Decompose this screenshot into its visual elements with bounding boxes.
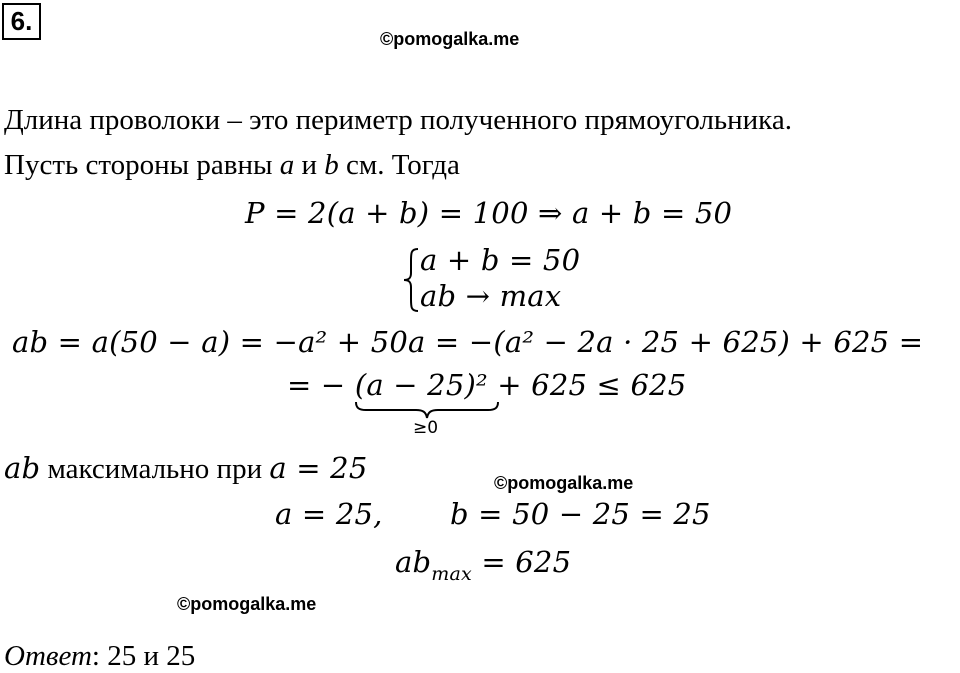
ab-max-equation	[395, 545, 571, 583]
answer-value: : 25 и 25	[91, 640, 196, 672]
value-a: a = 25,	[275, 497, 383, 531]
watermark-top: ©pomogalka.me	[380, 29, 520, 49]
system-line-1: a + b = 50	[420, 243, 581, 277]
ab-max-value: = 625	[471, 545, 572, 579]
text-line-1: Длина проволоки – это периметр полученного прямоугольника.	[4, 104, 792, 136]
ab-max-base: ab	[395, 545, 432, 579]
answer-label: Ответ	[4, 640, 92, 672]
equation-system	[402, 243, 602, 313]
var-b: b	[324, 149, 339, 181]
square-term: (a − 25)²	[354, 368, 488, 402]
perimeter-equation: P = 2(a + b) = 100 ⇒ a + b = 50	[245, 196, 733, 230]
text-line-2-pre: Пусть стороны равны	[4, 149, 280, 181]
var-a: a	[279, 149, 295, 181]
expansion-line-2	[287, 368, 686, 402]
text-line-2-mid: и	[294, 149, 325, 181]
value-b: b = 50 − 25 = 25	[450, 497, 711, 531]
text-line-2	[4, 148, 460, 182]
ab-max-sub: max	[431, 563, 472, 585]
watermark-bottom: ©pomogalka.me	[177, 594, 317, 614]
max-eq: a = 25	[269, 451, 368, 485]
left-brace-icon	[402, 247, 420, 313]
expansion-line-2-post: + 625 ≤ 625	[487, 368, 687, 402]
system-line-2: ab → max	[420, 279, 562, 313]
task-number: 6.	[2, 3, 41, 40]
watermark-middle: ©pomogalka.me	[494, 473, 634, 493]
expansion-line-2-pre: = −	[287, 368, 346, 402]
expansion-line-1: ab = a(50 − a) = −a² + 50a = −(a² − 2a · 25 + 625) + 625 =	[12, 325, 924, 359]
underbrace-label: ≥0	[413, 418, 439, 438]
text-line-2-post: см. Тогда	[338, 149, 460, 181]
max-statement	[4, 451, 367, 486]
max-ab: ab	[4, 451, 41, 485]
underbrace-icon	[354, 400, 500, 420]
max-text: максимально при	[40, 453, 270, 485]
